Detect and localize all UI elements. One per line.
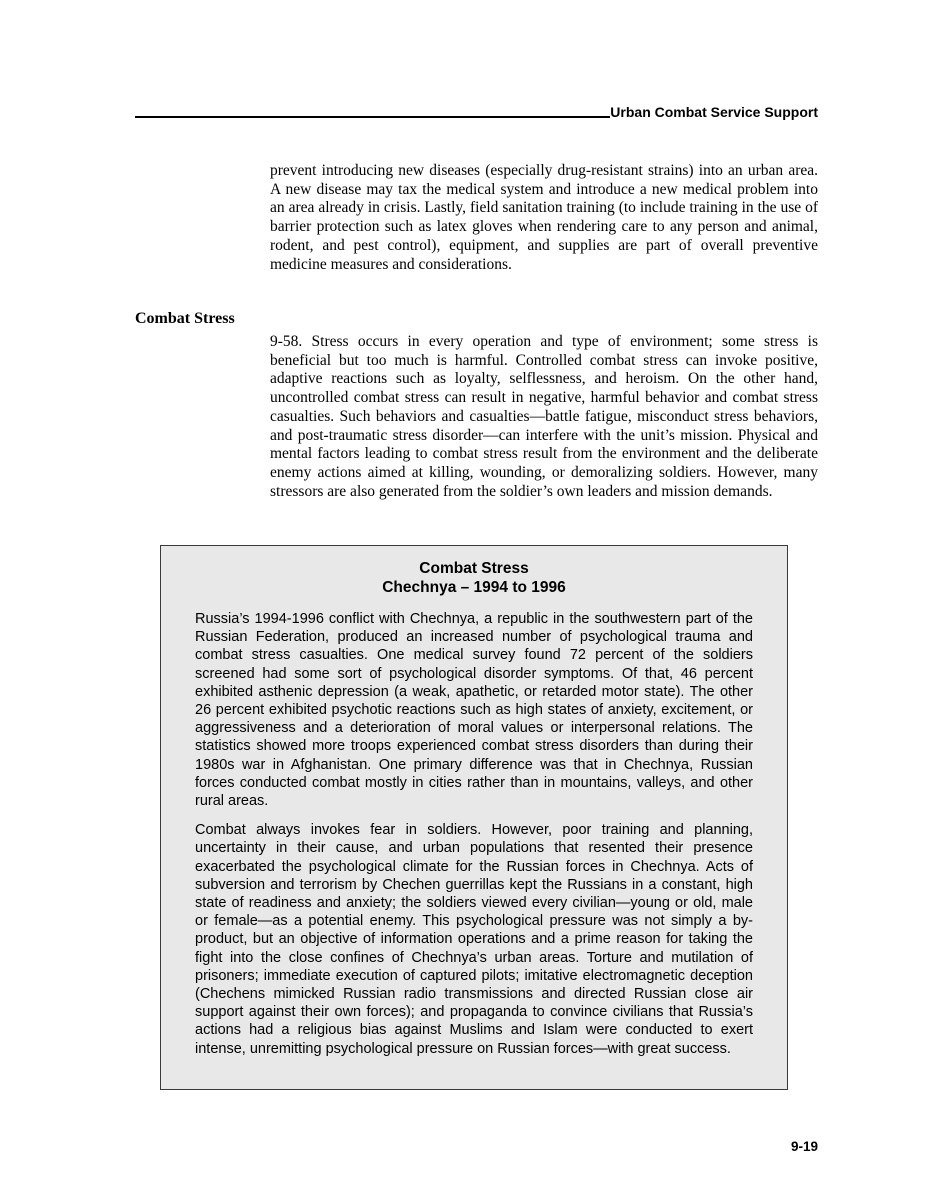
- page-number: 9-19: [790, 1139, 818, 1154]
- running-header: [135, 104, 818, 121]
- header-rule: [135, 116, 610, 118]
- vignette-box: [160, 545, 788, 1090]
- vignette-title-line2: Chechnya – 1994 to 1996: [382, 579, 566, 596]
- running-header-title: Urban Combat Service Support: [610, 104, 818, 120]
- section-heading-combat-stress: Combat Stress: [135, 310, 235, 327]
- vignette-paragraph-2: Combat always invokes fear in soldiers. However, poor training and planning, uncertainty in their cause, and urban populations that resented their presence exacerbated the psychological climate for the Russian forces in Chechnya. Acts of subversion and terrorism by Chechen guerrillas kept the Russians in a constant, high state of readiness and anxiety; the soldiers viewed every civilian—young or old, male or female—as a potential enemy. This psychological pressure was not simply a by-product, but an objective of information operations and a prime reason for taking the fight into the close confines of Chechnya’s urban areas. Torture and mutilation of prisoners; immediate execution of captured pilots; imitative electromagnetic deception (Chechens mimicked Russian radio transmissions and directed Russian close air support against their own forces); and propaganda to convince civilians that Russia’s actions had a religious bias against Muslims and Islam were conducted to exert intense, unremitting psychological pressure on Russian forces—with great success.: [195, 822, 753, 1057]
- vignette-title-line1: Combat Stress: [419, 560, 529, 577]
- vignette-paragraph-1: Russia’s 1994-1996 conflict with Chechnya, a republic in the southwestern part of the Russian Federation, produced an increased number of psychological trauma and combat stress casualties. One medical survey found 72 percent of the soldiers screened had some sort of psychological disorder symptoms. Of that, 46 percent exhibited asthenic depression (a weak, apathetic, or retarded motor state). The other 26 percent exhibited psychotic reactions such as high states of anxiety, excitement, or aggressiveness and a deterioration of moral values or interpersonal relations. The statistics showed more troops experienced combat stress disorders than during their 1980s war in Afghanistan. One primary difference was that in Chechnya, Russian forces conducted combat mostly in cities rather than in mountains, valleys, and other rural areas.: [195, 611, 753, 810]
- intro-paragraph: prevent introducing new diseases (especially drug-resistant strains) into an urban area. A new disease may tax the medical system and introduce a new medical problem into an area already in crisis. Lastly, field sanitation training (to include training in the use of barrier protection such as latex gloves when rendering care to any person and animal, rodent, and pest control), equipment, and supplies are part of overall preventive medicine measures and considerations.: [270, 162, 818, 273]
- paragraph-9-58: 9-58. Stress occurs in every operation and type of environment; some stress is beneficial but too much is harmful. Controlled combat stress can invoke positive, adaptive reactions such as loyalty, selflessness, and heroism. On the other hand, uncontrolled combat stress can result in negative, harmful behavior and combat stress casualties. Such behaviors and casualties—battle fatigue, misconduct stress behaviors, and post-traumatic stress disorder—can interfere with the unit’s mission. Physical and mental factors leading to combat stress result from the environment and the deliberate enemy actions aimed at killing, wounding, or demoralizing soldiers. However, many stressors are also generated from the soldier’s own leaders and mission demands.: [270, 333, 818, 500]
